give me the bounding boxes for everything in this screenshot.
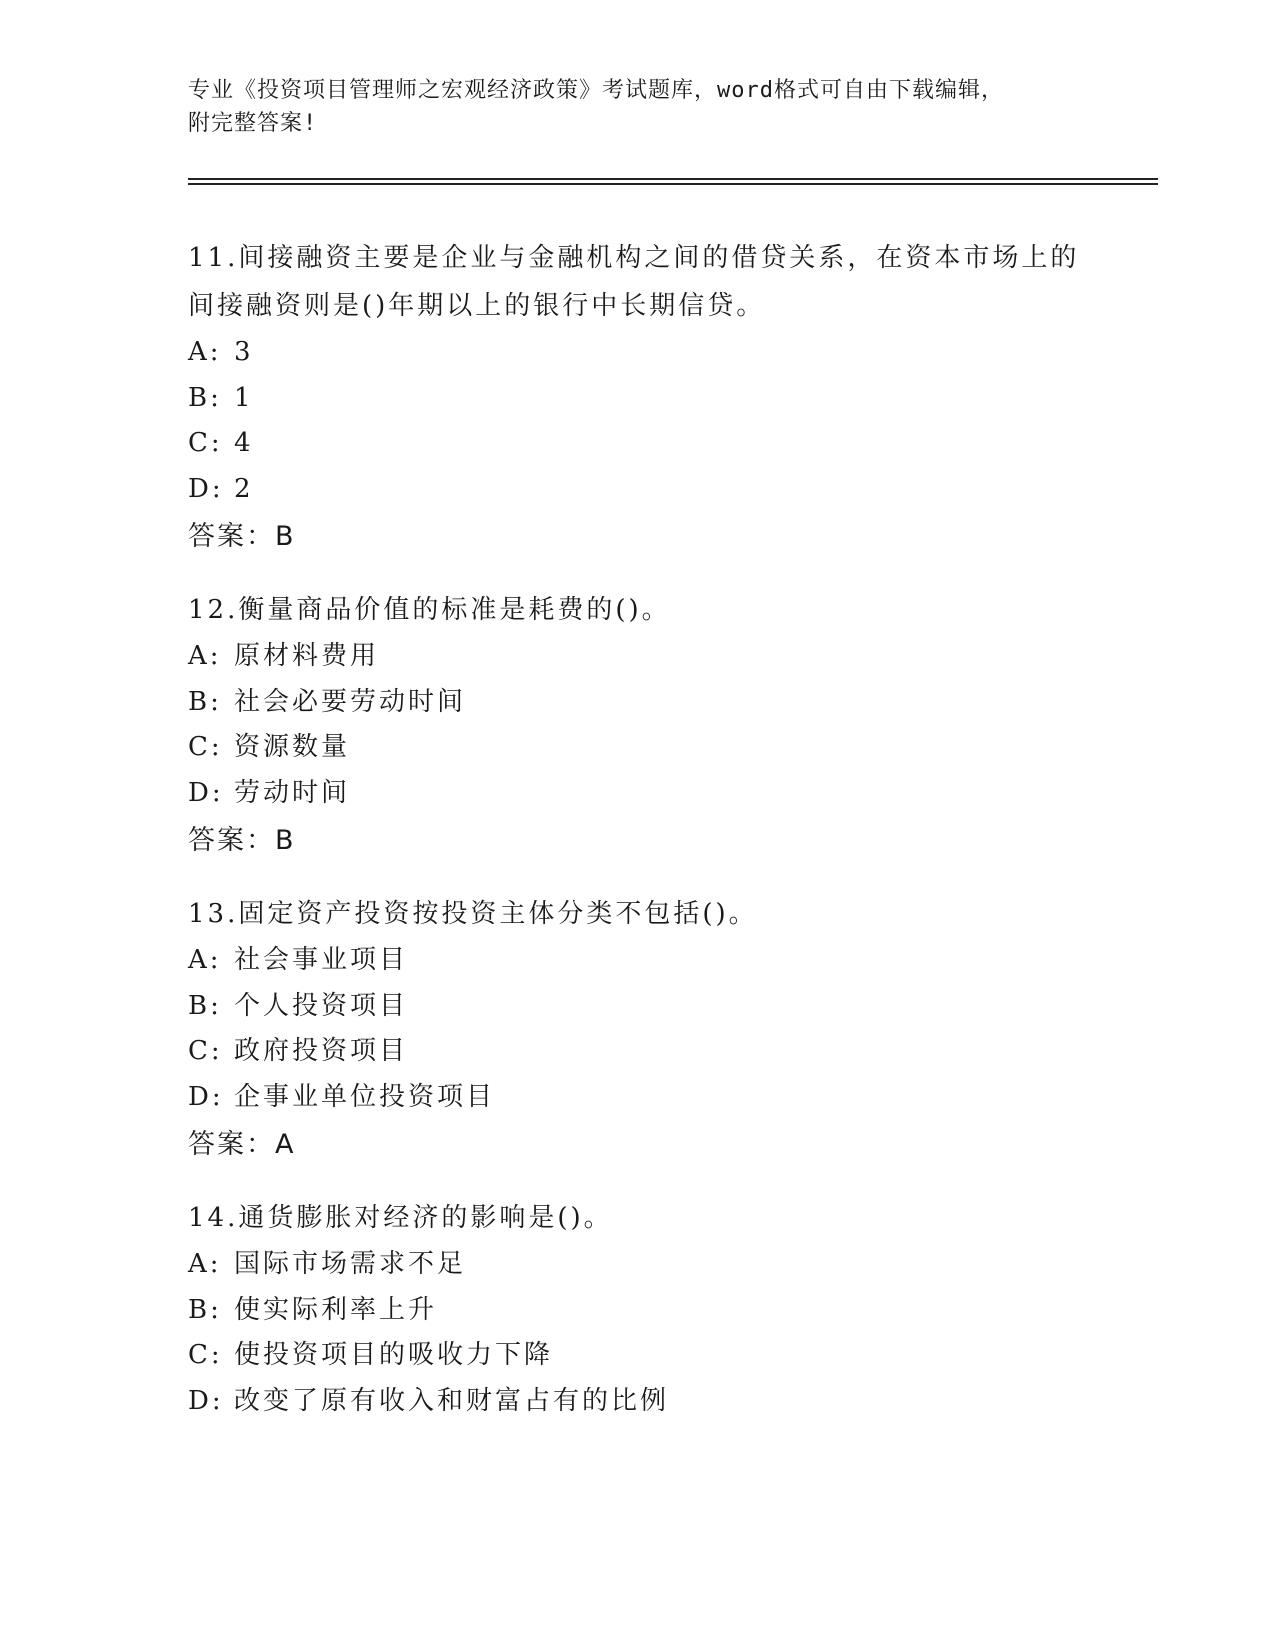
question-stem-line-1: 14.通货膨胀对经济的影响是()。	[188, 1203, 613, 1233]
option-letter: C:	[188, 1340, 223, 1370]
option-d	[188, 771, 1158, 817]
option-letter: D:	[188, 1385, 224, 1416]
option-d	[188, 467, 1158, 513]
option-letter: D:	[188, 1081, 224, 1112]
question-14	[188, 1194, 1158, 1424]
question-stem-line-2: 间接融资则是()年期以上的银行中长期信贷。	[188, 291, 766, 321]
option-text: 使投资项目的吸收力下降	[234, 1340, 554, 1370]
option-c	[188, 1333, 1158, 1379]
answer-line: 答案：B	[188, 521, 296, 552]
option-a	[188, 1242, 1158, 1288]
option-b	[188, 376, 1158, 422]
header-divider-top	[188, 178, 1158, 180]
option-text: 社会必要劳动时间	[234, 686, 467, 717]
option-text: 原材料费用	[234, 641, 380, 671]
option-text: 国际市场需求不足	[234, 1249, 467, 1279]
header-divider-bottom	[188, 183, 1158, 185]
option-letter: C:	[188, 1036, 223, 1066]
option-c	[188, 725, 1158, 771]
question-13	[188, 890, 1158, 1169]
option-text: 2	[234, 473, 254, 504]
question-11	[188, 234, 1158, 561]
option-text: 资源数量	[234, 732, 351, 762]
question-stem	[188, 1194, 1158, 1242]
option-letter: B:	[188, 686, 222, 717]
question-stem-line-1: 13.固定资产投资按投资主体分类不包括()。	[188, 899, 758, 929]
question-stem-line-1: 11.间接融资主要是企业与金融机构之间的借贷关系，在资本市场上的	[188, 243, 1080, 273]
option-letter: B:	[188, 990, 222, 1021]
option-text: 政府投资项目	[234, 1036, 409, 1066]
option-letter: A:	[188, 1249, 222, 1279]
document-header	[188, 74, 1088, 140]
option-letter: A:	[188, 641, 222, 671]
option-letter: B:	[188, 382, 222, 413]
option-text: 企事业单位投资项目	[234, 1081, 496, 1112]
document-page	[188, 0, 1158, 1650]
option-letter: D:	[188, 473, 224, 504]
option-text: 4	[234, 428, 254, 458]
question-stem	[188, 234, 1158, 330]
option-letter: C:	[188, 428, 223, 458]
question-12	[188, 586, 1158, 865]
option-text: 3	[234, 337, 254, 367]
option-letter: C:	[188, 732, 223, 762]
question-stem	[188, 586, 1158, 634]
option-a	[188, 634, 1158, 680]
option-text: 社会事业项目	[234, 945, 409, 975]
option-text: 1	[234, 382, 254, 413]
option-letter: D:	[188, 777, 224, 808]
option-text: 改变了原有收入和财富占有的比例	[234, 1385, 670, 1416]
option-b	[188, 680, 1158, 726]
answer-line: 答案：A	[188, 1129, 296, 1160]
option-text: 使实际利率上升	[234, 1294, 438, 1325]
question-stem-line-1: 12.衡量商品价值的标准是耗费的()。	[188, 595, 671, 625]
option-letter: A:	[188, 945, 222, 975]
question-list	[188, 234, 1158, 1449]
header-line-1: 专业《投资项目管理师之宏观经济政策》考试题库，word格式可自由下载编辑，	[188, 78, 1004, 103]
option-c	[188, 1029, 1158, 1075]
option-c	[188, 421, 1158, 467]
option-letter: A:	[188, 337, 222, 367]
option-letter: B:	[188, 1294, 222, 1325]
option-a	[188, 938, 1158, 984]
option-d	[188, 1379, 1158, 1425]
option-text: 个人投资项目	[234, 990, 409, 1021]
option-b	[188, 1288, 1158, 1334]
option-b	[188, 984, 1158, 1030]
header-line-2: 附完整答案!	[188, 111, 318, 136]
option-d	[188, 1075, 1158, 1121]
question-stem	[188, 890, 1158, 938]
option-text: 劳动时间	[234, 777, 351, 808]
answer-line: 答案：B	[188, 825, 296, 856]
option-a	[188, 330, 1158, 376]
